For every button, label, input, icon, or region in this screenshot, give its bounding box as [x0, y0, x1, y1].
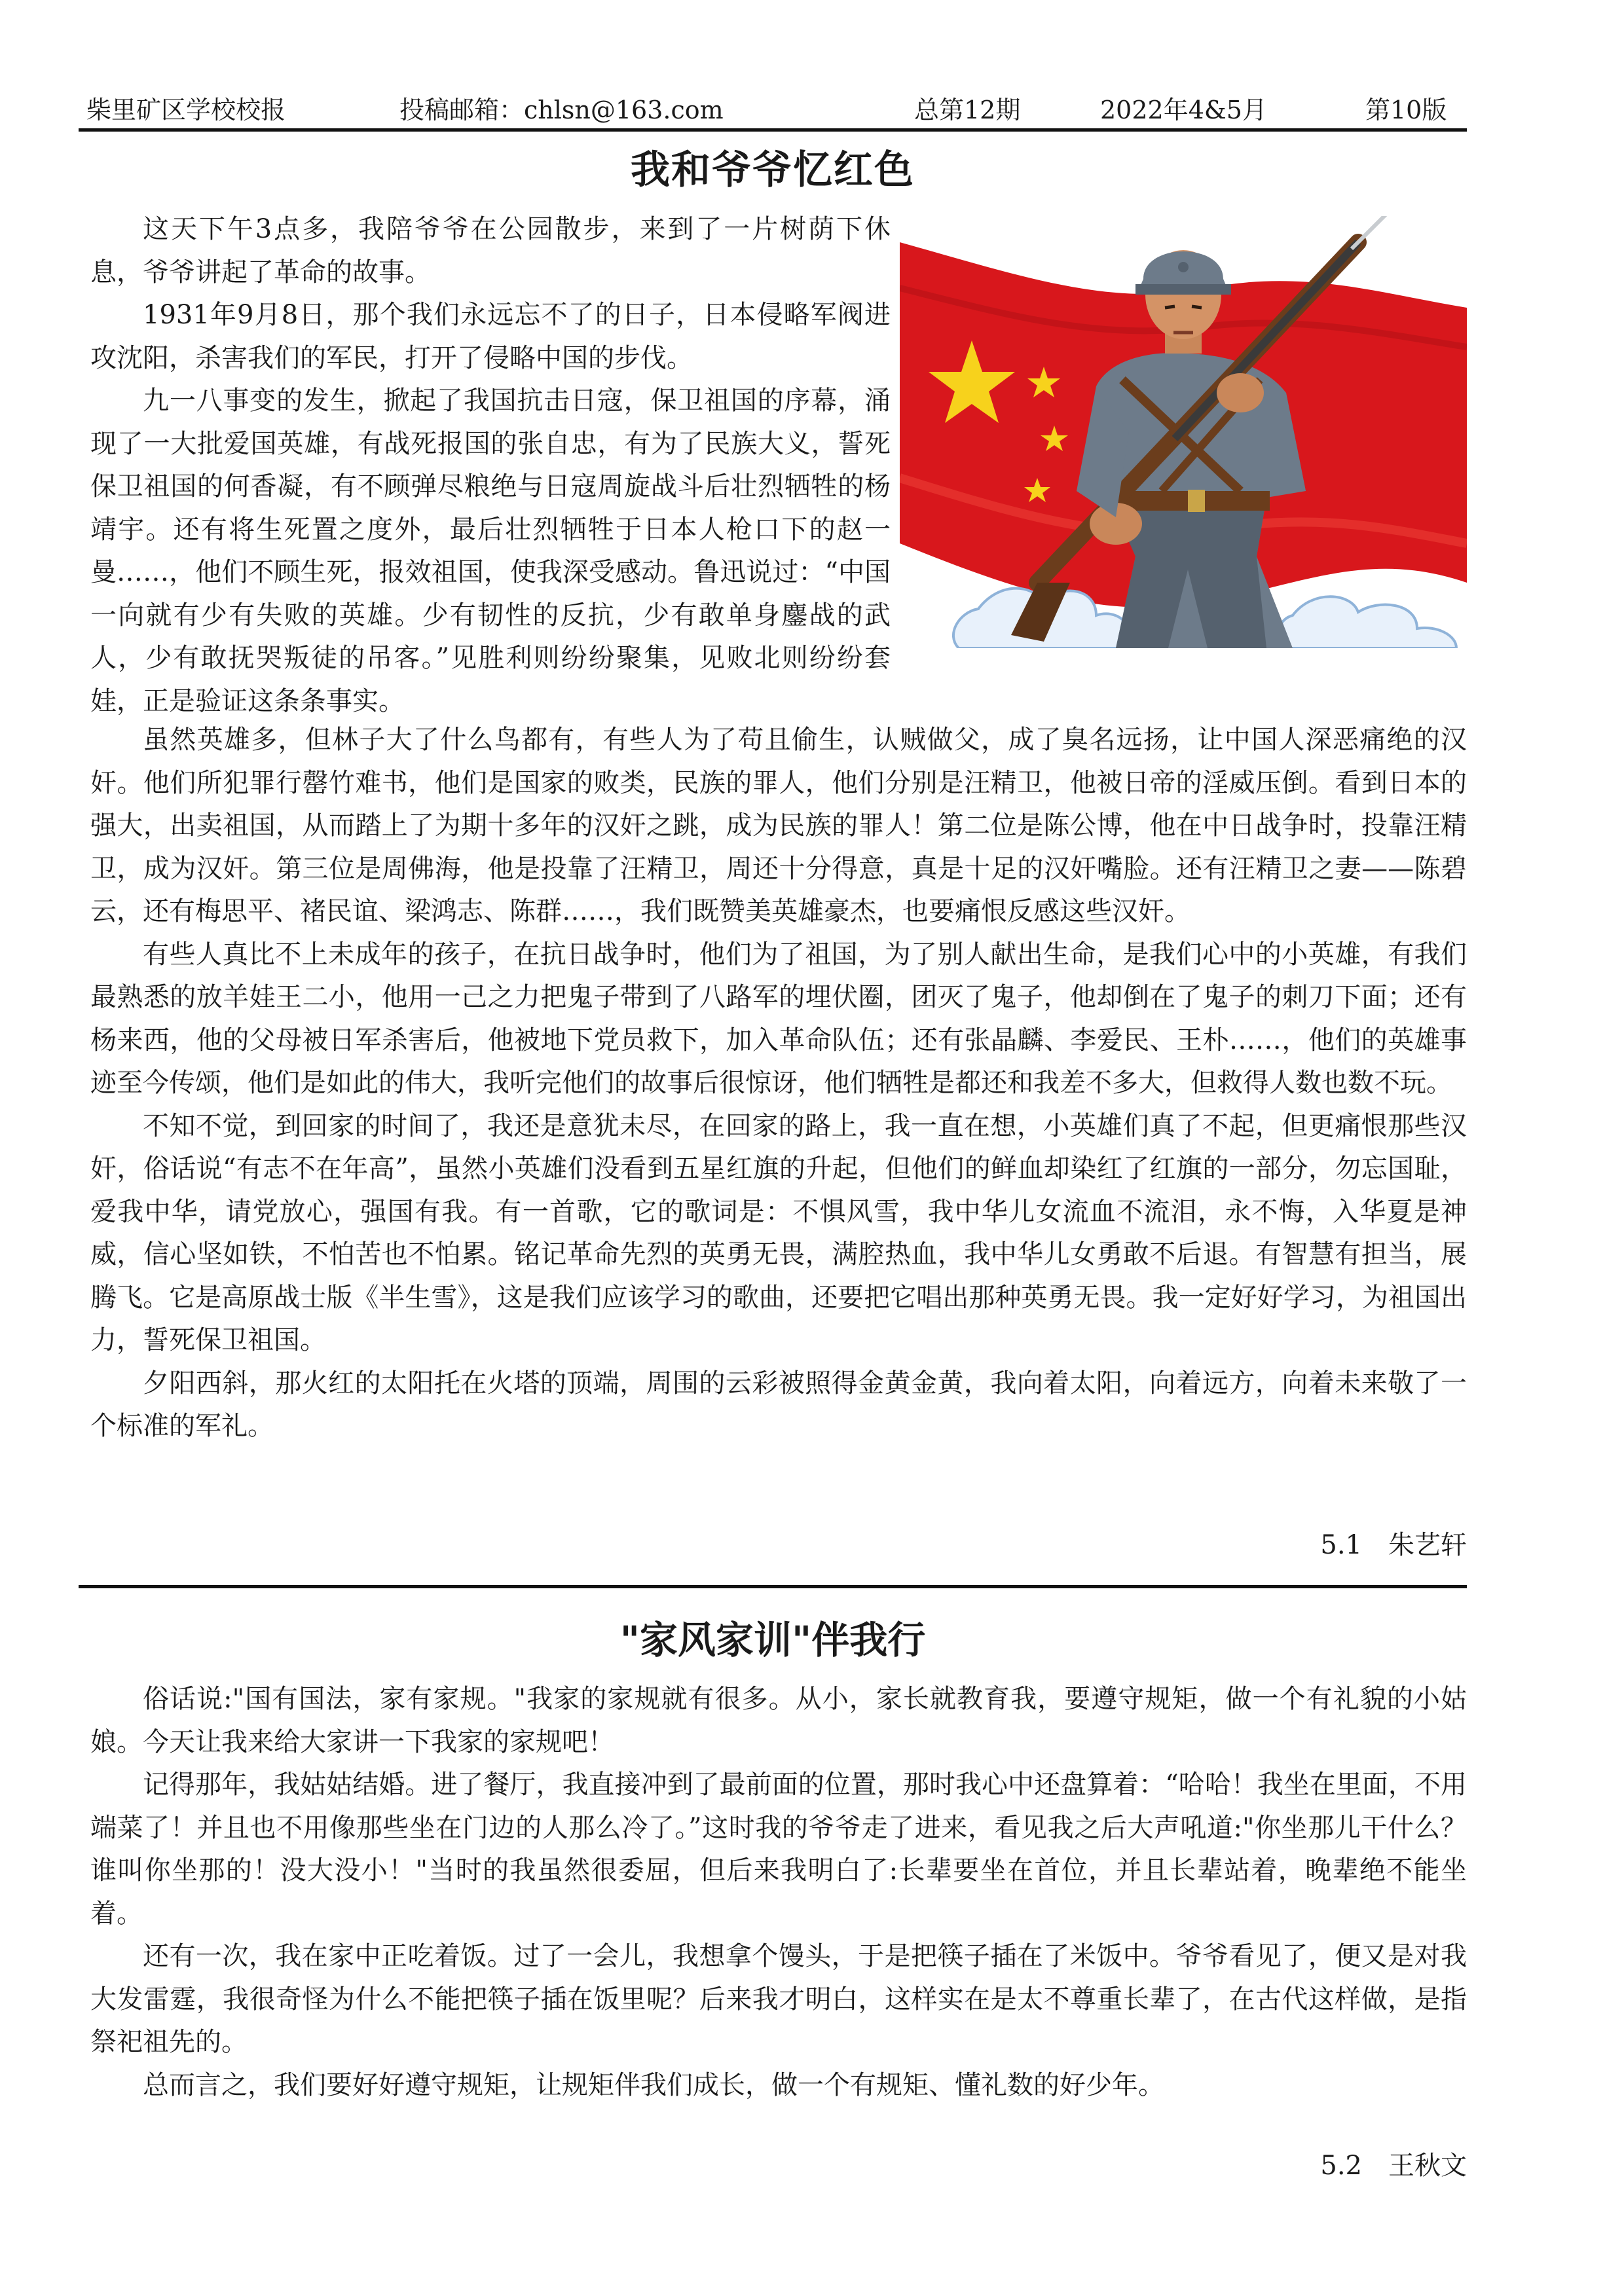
masthead — [79, 92, 1467, 128]
article-2-title: "家风家训"伴我行 — [619, 1618, 926, 1662]
issue-date: 2022年4&5月 — [1100, 96, 1267, 124]
soldier-illustration — [900, 216, 1467, 648]
article-1-signature: 5.1 朱艺轩 — [1320, 1530, 1467, 1560]
article-1-paragraph: 九一八事变的发生，掀起了我国抗击日寇，保卫祖国的序幕，涌现了一大批爱国英雄，有战死报国的张自忠，有为了民族大义，誓死保卫祖国的何香凝，有不顾弹尽粮绝与日寇周旋战斗后壮烈牺牲的杨靖宇。还有将生死置之度外，最后壮烈牺牲于日本人枪口下的赵一曼……，他们不顾生死，报效祖国，使我深受感动。鲁迅说过：“中国一向就有少有失败的英雄。少有韧性的反抗，少有敢单身鏖战的武人，少有敢抚哭叛徒的吊客。”见胜利则纷纷聚集，见败北则纷纷套娃，正是验证这条条事实。 — [90, 386, 891, 716]
article-2-paragraph: 记得那年，我姑姑结婚。进了餐厅，我直接冲到了最前面的位置，那时我心中还盘算着：“哈哈！我坐在里面，不用端菜了！并且也不用像那些坐在门边的人那么冷了。”这时我的爷爷走了进来，看见我之后大声吼道:"你坐那儿干什么？谁叫你坐那的！没大没小！"当时的我虽然很委屈，但后来我明白了:长辈要坐在首位，并且长辈站着，晚辈绝不能坐着。 — [90, 1770, 1467, 1929]
article-1-paragraph: 有些人真比不上未成年的孩子，在抗日战争时，他们为了祖国，为了别人献出生命，是我们心中的小英雄，有我们最熟悉的放羊娃王二小，他用一己之力把鬼子带到了八路军的埋伏圈，团灭了鬼子，他却倒在了鬼子的刺刀下面；还有杨来西，他的父母被日军杀害后，他被地下党员救下，加入革命队伍；还有张晶麟、李爱民、王朴……，他们的英雄事迹至今传颂，他们是如此的伟大，我听完他们的故事后很惊讶，他们牺牲是都还和我差不多大，但救得人数也数不玩。 — [90, 939, 1467, 1098]
article-1-body — [90, 719, 1467, 1448]
article-1-paragraph: 这天下午3点多，我陪爷爷在公园散步，来到了一片树荫下休息，爷爷讲起了革命的故事。 — [90, 214, 891, 287]
school-name: 柴里矿区学校校报 — [86, 96, 286, 124]
article-2-body — [90, 1678, 1467, 2107]
article-2-paragraph: 还有一次，我在家中正吃着饭。过了一会儿，我想拿个馒头，于是把筷子插在了米饭中。爷爷看见了，便又是对我大发雷霆，我很奇怪为什么不能把筷子插在饭里呢？后来我才明白，这样实在是太不尊重长辈了，在古代这样做，是指祭祀祖先的。 — [90, 1941, 1467, 2057]
header-divider — [79, 128, 1467, 132]
article-1-paragraph: 1931年9月8日，那个我们永远忘不了的日子，日本侵略军阀进攻沈阳，杀害我们的军民，打开了侵略中国的步伐。 — [90, 300, 891, 373]
page-number: 第10版 — [1365, 96, 1447, 124]
submission-email: 投稿邮箱：chlsn@163.com — [399, 96, 724, 124]
article-1-paragraph: 不知不觉，到回家的时间了，我还是意犹未尽，在回家的路上，我一直在想，小英雄们真了不起，但更痛恨那些汉奸，俗话说“有志不在年高”，虽然小英雄们没看到五星红旗的升起，但他们的鲜血却染红了红旗的一部分，勿忘国耻，爱我中华，请党放心，强国有我。有一首歌，它的歌词是：不惧风雪，我中华儿女流血不流泪，永不悔，入华夏是神威，信心坚如铁，不怕苦也不怕累。铭记革命先烈的英勇无畏，满腔热血，我中华儿女勇敢不后退。有智慧有担当，展腾飞。它是高原战士版《半生雪》，这是我们应该学习的歌曲，还要把它唱出那种英勇无畏。我一定好好学习，为祖国出力，誓死保卫祖国。 — [90, 1110, 1467, 1355]
article-1-left-column — [90, 208, 891, 723]
article-1-title: 我和爷爷忆红色 — [631, 147, 915, 193]
article-2-paragraph: 俗话说:"国有国法，家有家规。"我家的家规就有很多。从小，家长就教育我，要遵守规矩，做一个有礼貌的小姑娘。今天让我来给大家讲一下我家的家规吧！ — [90, 1684, 1467, 1757]
soldier-with-rifle-and-red-flag-icon — [900, 216, 1467, 648]
article-2-signature: 5.2 王秋文 — [1320, 2151, 1467, 2181]
issue-number: 总第12期 — [914, 96, 1021, 124]
article-1-paragraph: 虽然英雄多，但林子大了什么鸟都有，有些人为了苟且偷生，认贼做父，成了臭名远扬，让中国人深恶痛绝的汉奸。他们所犯罪行罄竹难书，他们是国家的败类，民族的罪人，他们分别是汪精卫，他被日帝的淫威压倒。看到日本的强大，出卖祖国，从而踏上了为期十多年的汉奸之跳，成为民族的罪人！第二位是陈公博，他在中日战争时，投靠汪精卫，成为汉奸。第三位是周佛海，他是投靠了汪精卫，周还十分得意，真是十足的汉奸嘴脸。还有汪精卫之妻——陈碧云，还有梅思平、褚民谊、梁鸿志、陈群……，我们既赞美英雄豪杰，也要痛恨反感这些汉奸。 — [90, 725, 1467, 926]
article-1-paragraph: 夕阳西斜，那火红的太阳托在火塔的顶端，周围的云彩被照得金黄金黄，我向着太阳，向着远方，向着未来敬了一个标准的军礼。 — [90, 1368, 1467, 1441]
article-divider — [79, 1585, 1467, 1588]
article-2-paragraph: 总而言之，我们要好好遵守规矩，让规矩伴我们成长，做一个有规矩、懂礼数的好少年。 — [143, 2069, 1164, 2100]
